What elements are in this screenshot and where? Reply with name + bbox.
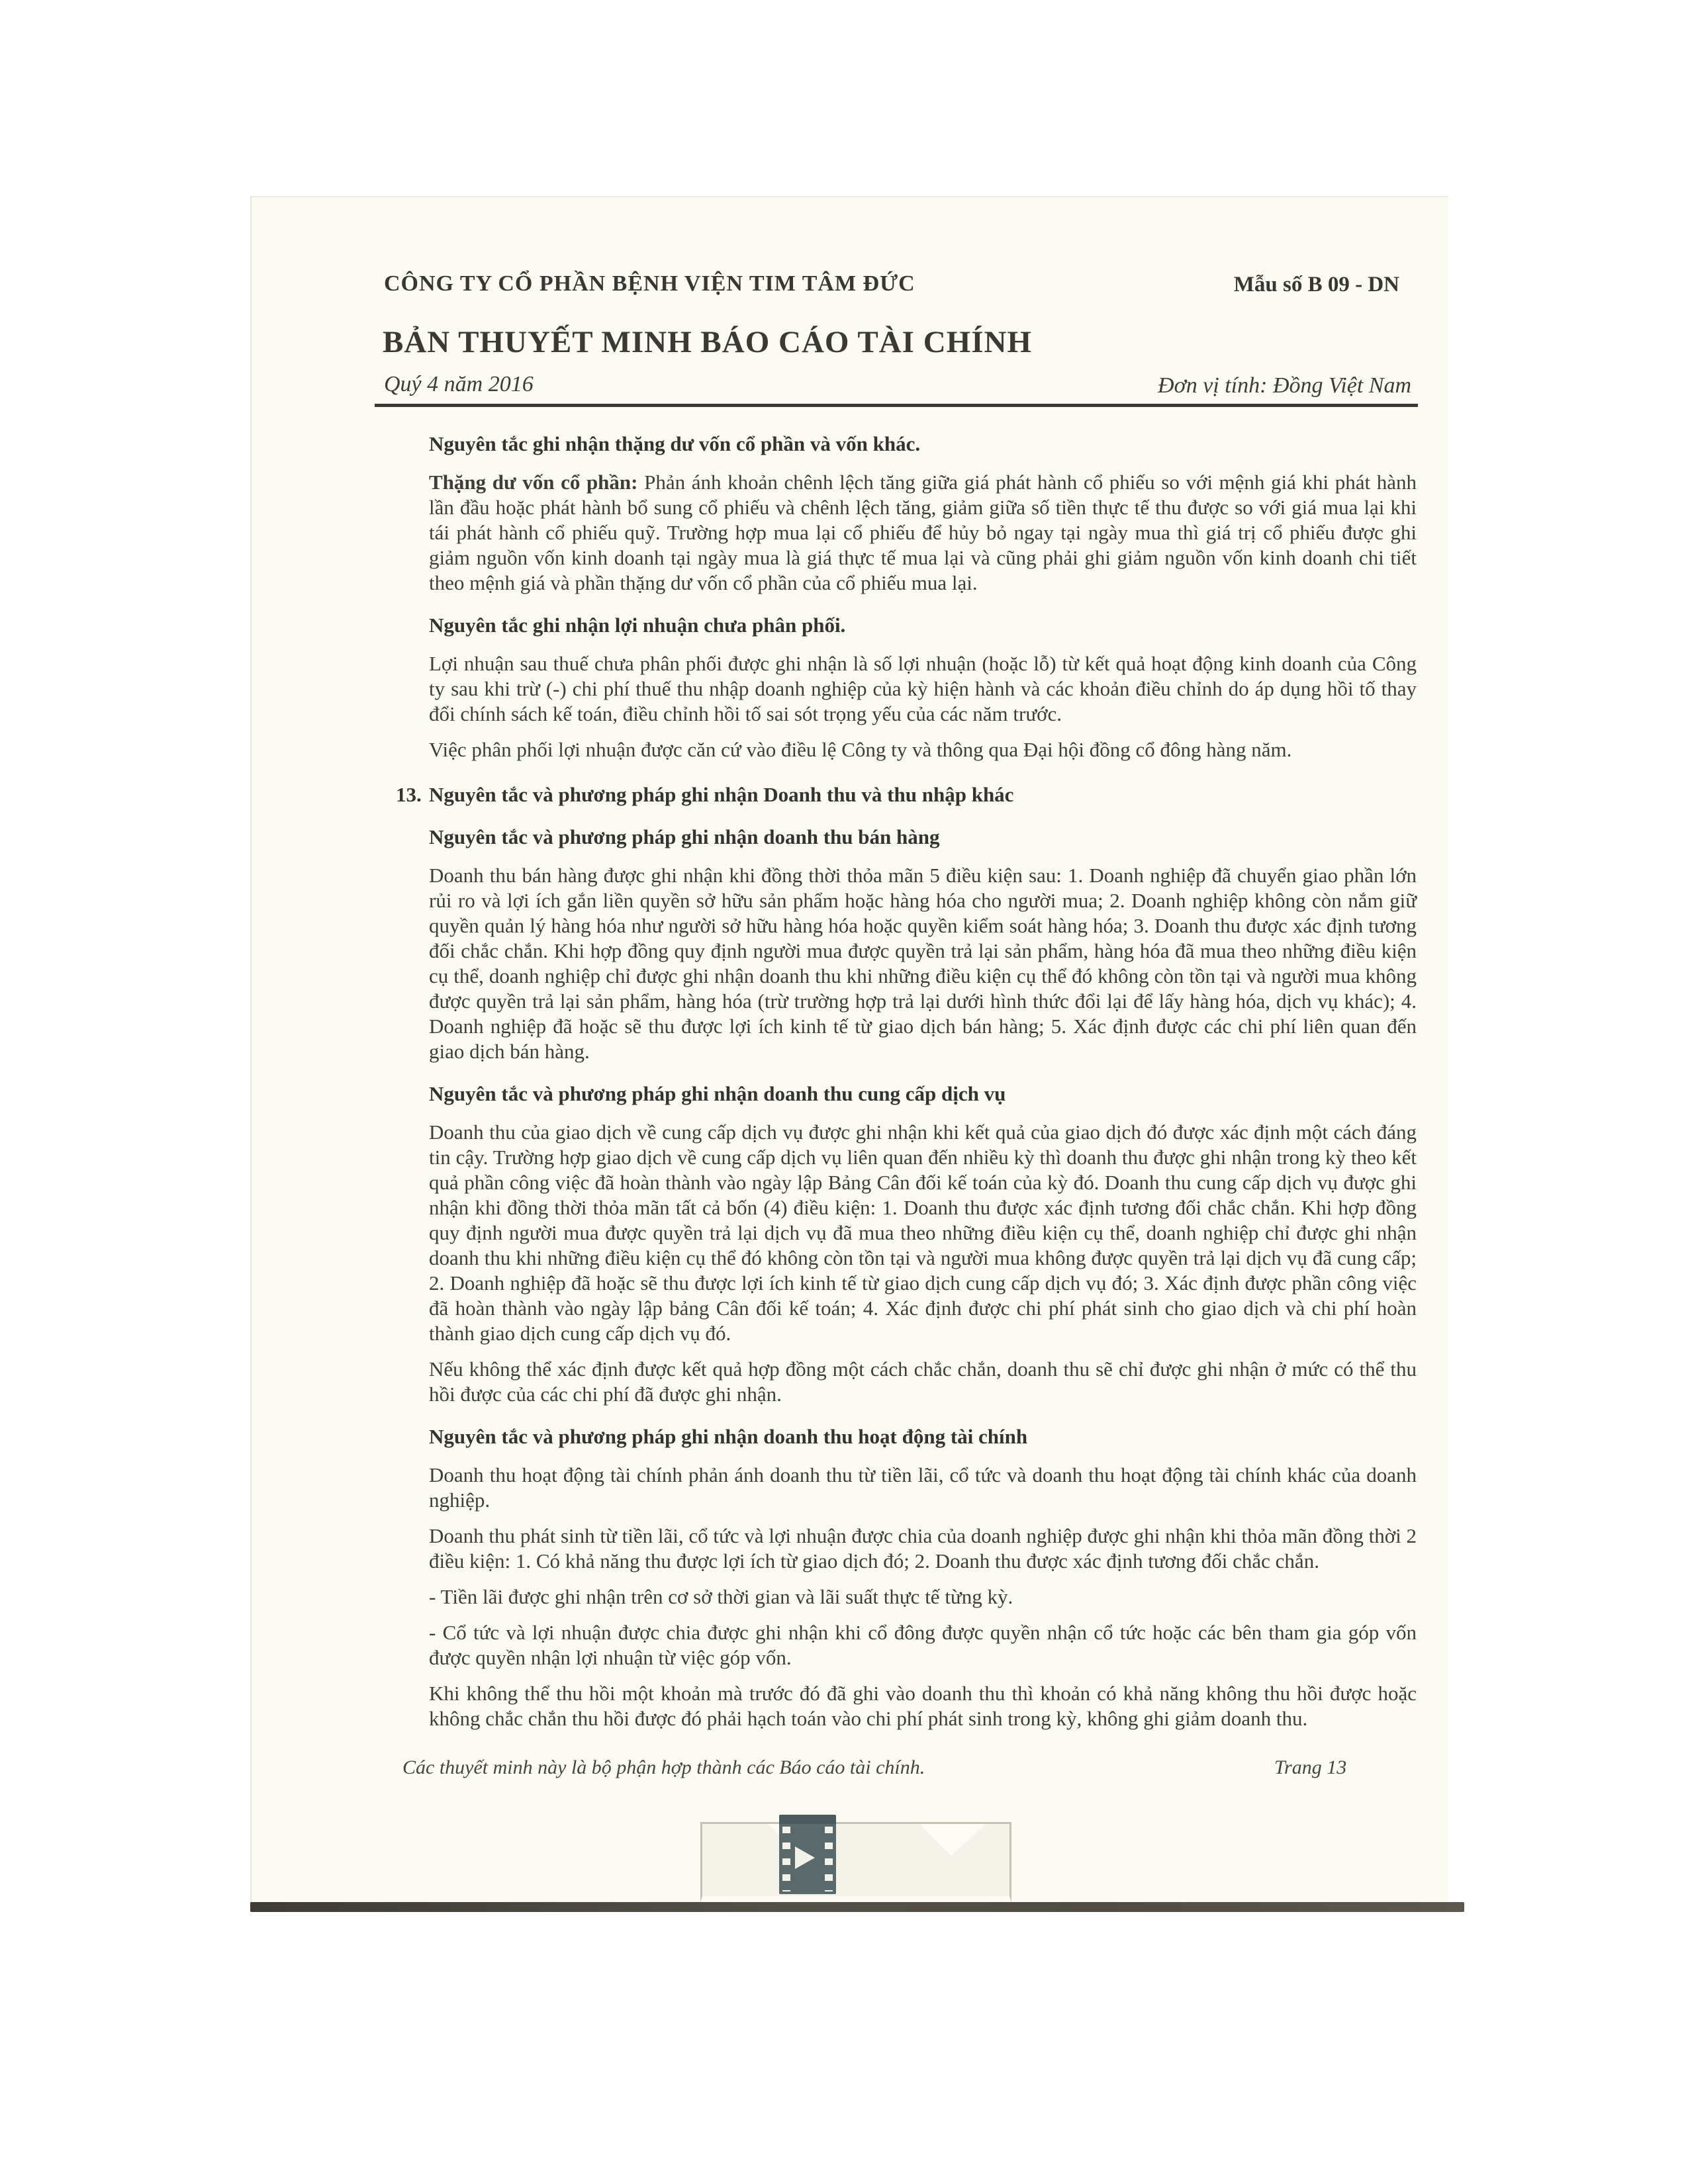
paper-flap-right [919,1824,986,1856]
paragraph-sales-revenue-conditions: Doanh thu bán hàng được ghi nhận khi đồng thời thỏa mãn 5 điều kiện sau: 1. Doanh nghiệp đã chuyển giao phần lớn rủi ro và lợi ích gắn liền quyền sở hữu sản phẩm hoặc hàng hóa cho người mua; 2. Doanh nghiệp không còn nắm giữ quyền quản lý hàng hóa như người sở hữu hàng hóa hoặc quyền kiểm soát hàng hóa; 3. Doanh thu được xác định tương đối chắc chắn. Khi hợp đồng quy định người mua được quyền trả lại sản phẩm, hàng hóa đã mua theo những điều kiện cụ thể, doanh nghiệp chỉ được ghi nhận doanh thu khi những điều kiện cụ thể đó không còn tồn tại và người mua không được quyền trả lại sản phẩm, hàng hóa (trừ trường hợp trả lại dưới hình thức đổi lại để lấy hàng hóa, dịch vụ khác); 4. Doanh nghiệp đã hoặc sẽ thu được lợi ích kinh tế từ giao dịch bán hàng; 5. Xác định được các chi phí liên quan đến giao dịch bán hàng. [429,864,1417,1063]
document-title: BẢN THUYẾT MINH BÁO CÁO TÀI CHÍNH [383,325,1032,359]
paragraph-profit-distribution: Việc phân phối lợi nhuận được căn cứ vào điều lệ Công ty và thông qua Đại hội đồng cổ đông hàng năm. [429,738,1292,761]
company-name: CÔNG TY CỔ PHẦN BỆNH VIỆN TIM TÂM ĐỨC [384,271,915,296]
paragraph-interest-recognition: - Tiền lãi được ghi nhận trên cơ sở thời gian và lãi suất thực tế từng kỳ. [429,1585,1013,1608]
paragraph-dividend-recognition: - Cổ tức và lợi nhuận được chia được ghi nhận khi cổ đông được quyền nhận cổ tức hoặc các bên tham gia góp vốn được quyền nhận lợi nhuận từ việc góp vốn. [429,1621,1417,1669]
form-number: Mẫu số B 09 - DN [1233,273,1399,296]
section-heading-13-revenue [396,782,1417,807]
section-heading-capital-surplus: Nguyên tắc ghi nhận thặng dư vốn cổ phần và vốn khác. [429,432,921,455]
paragraph-uncollectible-amounts: Khi không thể thu hồi một khoản mà trước đó đã ghi vào doanh thu thì khoản có khả năng không thu hồi được hoặc không chắc chắn thu hồi được đó phải hạch toán vào chi phí phát sinh trong kỳ, không ghi giảm doanh thu. [429,1682,1417,1730]
paragraph-financial-revenue: Doanh thu hoạt động tài chính phản ánh doanh thu từ tiền lãi, cổ tức và doanh thu hoạt động tài chính khác của doanh nghiệp. [429,1463,1417,1512]
section-heading-service-revenue: Nguyên tắc và phương pháp ghi nhận doanh thu cung cấp dịch vụ [429,1082,1006,1105]
paragraph-uncertain-contract: Nếu không thể xác định được kết quả hợp đồng một cách chắc chắn, doanh thu sẽ chỉ được ghi nhận ở mức có thể thu hồi được của các chi phí đã được ghi nhận. [429,1357,1417,1406]
paragraph-lead: Thặng dư vốn cổ phần: [429,471,638,494]
paragraph-service-revenue-conditions: Doanh thu của giao dịch về cung cấp dịch vụ được ghi nhận khi kết quả của giao dịch đó được xác định một cách đáng tin cậy. Trường hợp giao dịch về cung cấp dịch vụ liên quan đến nhiều kỳ thì doanh thu được ghi nhận trong kỳ theo kết quả phần công việc đã hoàn thành vào ngày lập Bảng Cân đối kế toán của kỳ đó. Doanh thu cung cấp dịch vụ được ghi nhận khi đồng thời thỏa mãn tất cả bốn (4) điều kiện: 1. Doanh thu được xác định tương đối chắc chắn. Khi hợp đồng quy định người mua được quyền trả lại dịch vụ đã mua theo những điều kiện cụ thể, doanh nghiệp chỉ được ghi nhận doanh thu khi những điều kiện cụ thể đó không còn tồn tại và người mua không được quyền trả lại dịch vụ đã cung cấp; 2. Doanh nghiệp đã hoặc sẽ thu được lợi ích kinh tế từ giao dịch cung cấp dịch vụ đó; 3. Xác định được phần công việc đã hoàn thành vào ngày lập bảng Cân đối kế toán; 4. Xác định được chi phí phát sinh cho giao dịch và chi phí hoàn thành giao dịch cung cấp dịch vụ đó. [429,1120,1417,1345]
section-heading-sales-revenue: Nguyên tắc và phương pháp ghi nhận doanh thu bán hàng [429,825,940,848]
section-number: 13. [396,783,422,806]
paragraph-capital-surplus [429,470,1417,596]
scan-artifact-box [700,1822,1011,1903]
paragraph-text: Phản ánh khoản chênh lệch tăng giữa giá phát hành cổ phiếu so với mệnh giá khi phát hành lần đầu hoặc phát hành bổ sung cổ phiếu và chênh lệch tăng, giảm giữa số tiền thực tế thu được so với giá mua lại khi tái phát hành cổ phiếu quỹ. Trường hợp mua lại cổ phiếu để hủy bỏ ngay tại ngày mua thì giá trị cổ phiếu được ghi giảm nguồn vốn kinh doanh tại ngày mua là giá thực tế mua lại và cũng phải ghi giảm nguồn vốn kinh doanh chi tiết theo mệnh giá và phần thặng dư vốn cổ phần của cổ phiếu mua lại. [429,471,1417,594]
section-heading-retained-earnings: Nguyên tắc ghi nhận lợi nhuận chưa phân phối. [429,614,846,637]
document-body [396,432,1417,1742]
filmstrip-icon [779,1815,836,1894]
currency-unit: Đơn vị tính: Đồng Việt Nam [1158,373,1411,398]
report-period: Quý 4 năm 2016 [384,372,534,396]
paragraph-retained-earnings: Lợi nhuận sau thuế chưa phân phối được ghi nhận là số lợi nhuận (hoặc lỗ) từ kết quả hoạt động kinh doanh của Công ty sau khi trừ (-) chi phí thuế thu nhập doanh nghiệp của kỳ hiện hành và các khoản điều chỉnh do áp dụng hồi tố thay đổi chính sách kế toán, điều chỉnh hồi tố sai sót trọng yếu của các năm trước. [429,652,1417,725]
section-heading-financial-revenue: Nguyên tắc và phương pháp ghi nhận doanh thu hoạt động tài chính [429,1425,1028,1448]
paragraph-interest-dividend-conditions: Doanh thu phát sinh từ tiền lãi, cổ tức và lợi nhuận được chia của doanh nghiệp được ghi nhận khi thỏa mãn đồng thời 2 điều kiện: 1. Có khả năng thu được lợi ích từ giao dịch đó; 2. Doanh thu được xác định tương đối chắc chắn. [429,1524,1417,1572]
paper [250,196,1448,1903]
page-number: Trang 13 [1274,1756,1347,1778]
filmstrip-notch [795,1846,815,1869]
header-rule [375,404,1418,407]
section-heading-text: Nguyên tắc và phương pháp ghi nhận Doanh thu và thu nhập khác [429,783,1014,806]
footer-note: Các thuyết minh này là bộ phận hợp thành các Báo cáo tài chính. [402,1756,925,1778]
paper-edge-strip [250,1902,1464,1912]
